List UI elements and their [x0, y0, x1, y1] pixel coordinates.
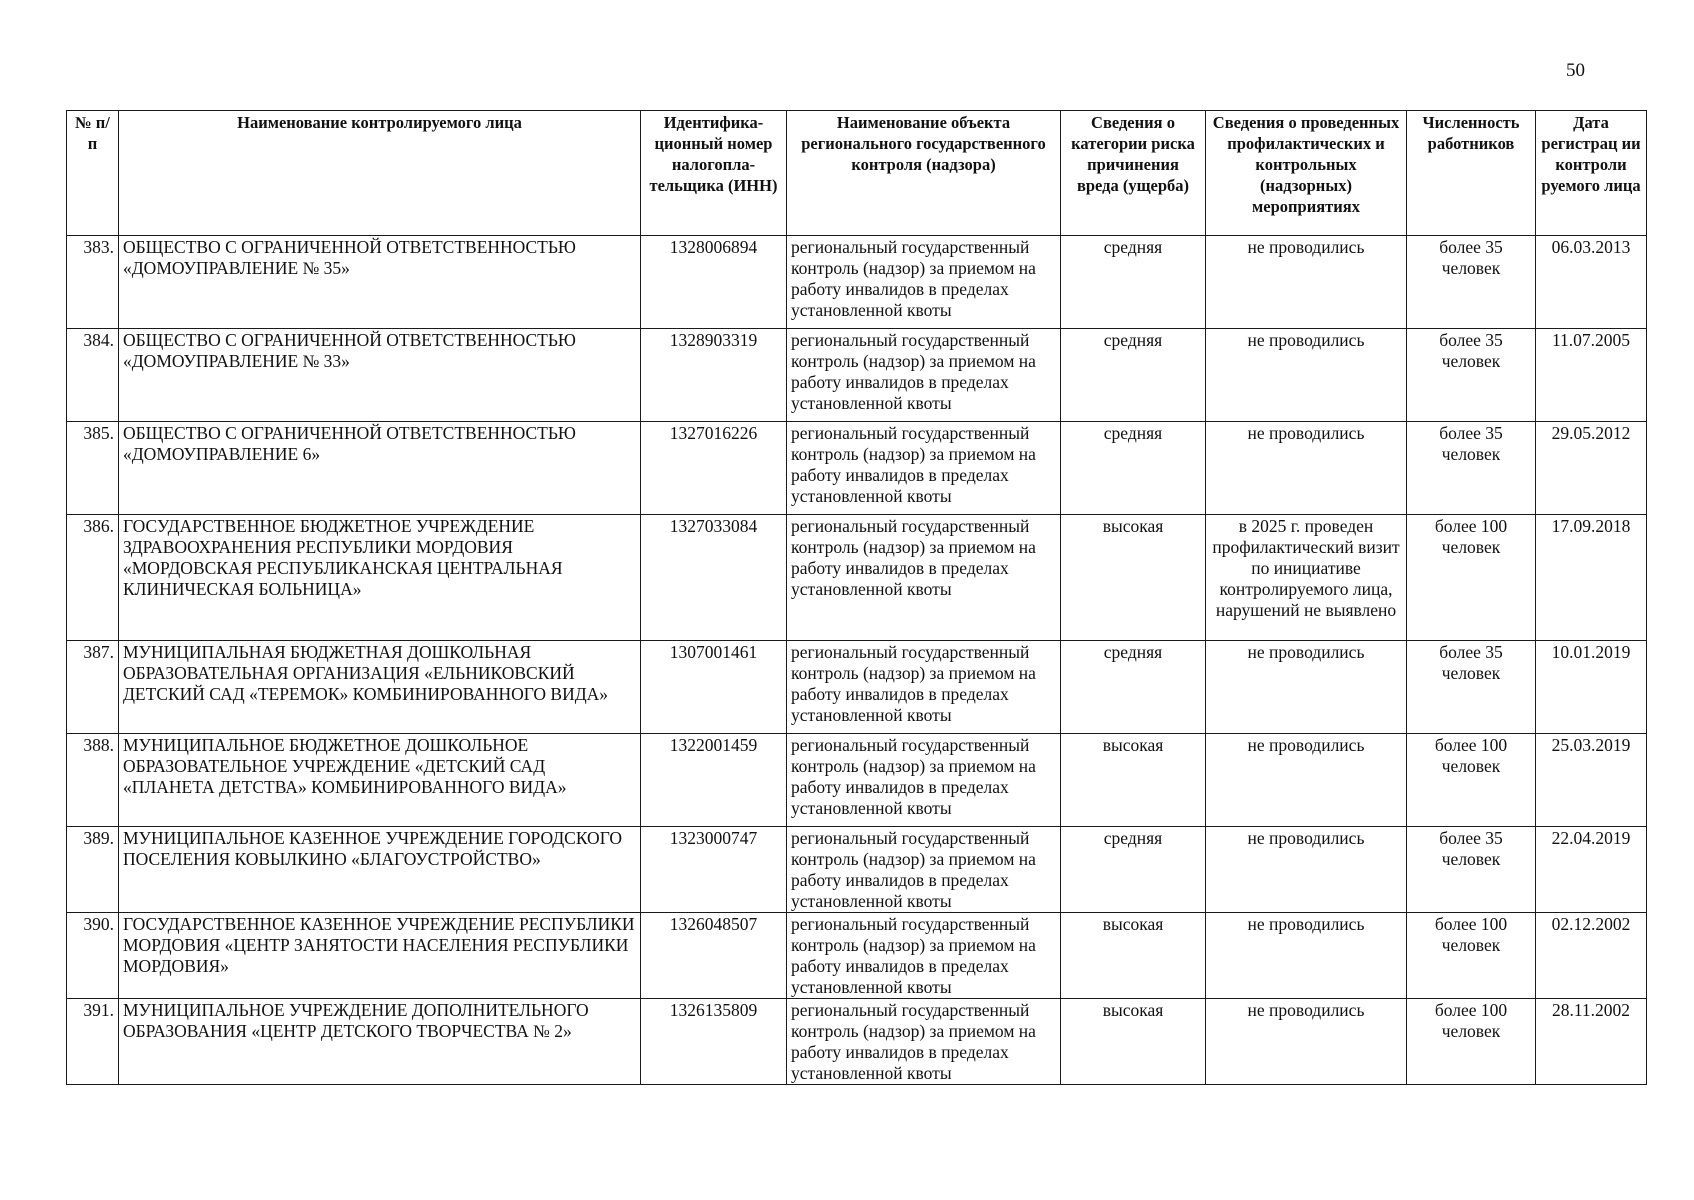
row-staff-count: более 35 человек: [1407, 827, 1536, 913]
row-events: не проводились: [1206, 236, 1407, 329]
row-number: 390.: [67, 913, 119, 999]
row-control-object: региональный государственный контроль (надзор) за приемом на работу инвалидов в пределах установленной квоты: [787, 827, 1061, 913]
header-inn: Идентифика-ционный номер налогопла-тельщика (ИНН): [641, 111, 787, 236]
row-entity-name: ГОСУДАРСТВЕННОЕ БЮДЖЕТНОЕ УЧРЕЖДЕНИЕ ЗДРАВООХРАНЕНИЯ РЕСПУБЛИКИ МОРДОВИЯ «МОРДОВСКАЯ РЕСПУБЛИКАНСКАЯ ЦЕНТРАЛЬНАЯ КЛИНИЧЕСКАЯ БОЛЬНИЦА»: [119, 515, 641, 641]
row-control-object: региональный государственный контроль (надзор) за приемом на работу инвалидов в пределах установленной квоты: [787, 913, 1061, 999]
header-object: Наименование объекта регионального государственного контроля (надзора): [787, 111, 1061, 236]
row-number: 384.: [67, 329, 119, 422]
row-number: 388.: [67, 734, 119, 827]
row-control-object: региональный государственный контроль (надзор) за приемом на работу инвалидов в пределах установленной квоты: [787, 422, 1061, 515]
row-staff-count: более 100 человек: [1407, 913, 1536, 999]
row-risk-category: средняя: [1061, 236, 1206, 329]
row-registration-date: 10.01.2019: [1536, 641, 1647, 734]
header-events: Сведения о проведенных профилактических и контрольных (надзорных) мероприятиях: [1206, 111, 1407, 236]
row-events: не проводились: [1206, 913, 1407, 999]
row-entity-name: МУНИЦИПАЛЬНОЕ БЮДЖЕТНОЕ ДОШКОЛЬНОЕ ОБРАЗОВАТЕЛЬНОЕ УЧРЕЖДЕНИЕ «ДЕТСКИЙ САД «ПЛАНЕТА ДЕТСТВА» КОМБИНИРОВАННОГО ВИДА»: [119, 734, 641, 827]
table-row: [67, 422, 1647, 515]
page-number: 50: [1566, 60, 1585, 81]
row-entity-name: ОБЩЕСТВО С ОГРАНИЧЕННОЙ ОТВЕТСТВЕННОСТЬЮ «ДОМОУПРАВЛЕНИЕ № 35»: [119, 236, 641, 329]
row-entity-name: ОБЩЕСТВО С ОГРАНИЧЕННОЙ ОТВЕТСТВЕННОСТЬЮ «ДОМОУПРАВЛЕНИЕ № 33»: [119, 329, 641, 422]
row-risk-category: средняя: [1061, 641, 1206, 734]
header-staff: Численность работников: [1407, 111, 1536, 236]
row-staff-count: более 35 человек: [1407, 329, 1536, 422]
row-entity-name: ГОСУДАРСТВЕННОЕ КАЗЕННОЕ УЧРЕЖДЕНИЕ РЕСПУБЛИКИ МОРДОВИЯ «ЦЕНТР ЗАНЯТОСТИ НАСЕЛЕНИЯ РЕСПУБЛИКИ МОРДОВИЯ»: [119, 913, 641, 999]
row-staff-count: более 100 человек: [1407, 515, 1536, 641]
row-number: 386.: [67, 515, 119, 641]
row-events: не проводились: [1206, 734, 1407, 827]
row-number: 387.: [67, 641, 119, 734]
row-inn: 1322001459: [641, 734, 787, 827]
row-entity-name: МУНИЦИПАЛЬНАЯ БЮДЖЕТНАЯ ДОШКОЛЬНАЯ ОБРАЗОВАТЕЛЬНАЯ ОРГАНИЗАЦИЯ «ЕЛЬНИКОВСКИЙ ДЕТСКИЙ САД «ТЕРЕМОК» КОМБИНИРОВАННОГО ВИДА»: [119, 641, 641, 734]
row-risk-category: высокая: [1061, 734, 1206, 827]
row-entity-name: МУНИЦИПАЛЬНОЕ УЧРЕЖДЕНИЕ ДОПОЛНИТЕЛЬНОГО ОБРАЗОВАНИЯ «ЦЕНТР ДЕТСКОГО ТВОРЧЕСТВА № 2»: [119, 999, 641, 1085]
row-registration-date: 25.03.2019: [1536, 734, 1647, 827]
row-staff-count: более 100 человек: [1407, 999, 1536, 1085]
row-entity-name: ОБЩЕСТВО С ОГРАНИЧЕННОЙ ОТВЕТСТВЕННОСТЬЮ «ДОМОУПРАВЛЕНИЕ 6»: [119, 422, 641, 515]
row-events: не проводились: [1206, 641, 1407, 734]
row-entity-name: МУНИЦИПАЛЬНОЕ КАЗЕННОЕ УЧРЕЖДЕНИЕ ГОРОДСКОГО ПОСЕЛЕНИЯ КОВЫЛКИНО «БЛАГОУСТРОЙСТВО»: [119, 827, 641, 913]
row-inn: 1328006894: [641, 236, 787, 329]
row-registration-date: 11.07.2005: [1536, 329, 1647, 422]
header-name: Наименование контролируемого лица: [119, 111, 641, 236]
row-number: 391.: [67, 999, 119, 1085]
row-risk-category: средняя: [1061, 329, 1206, 422]
row-risk-category: средняя: [1061, 827, 1206, 913]
row-inn: 1326135809: [641, 999, 787, 1085]
row-events: не проводились: [1206, 422, 1407, 515]
row-registration-date: 29.05.2012: [1536, 422, 1647, 515]
row-control-object: региональный государственный контроль (надзор) за приемом на работу инвалидов в пределах установленной квоты: [787, 515, 1061, 641]
row-number: 385.: [67, 422, 119, 515]
row-inn: 1307001461: [641, 641, 787, 734]
row-events: не проводились: [1206, 827, 1407, 913]
header-num: № п/п: [67, 111, 119, 236]
row-risk-category: средняя: [1061, 422, 1206, 515]
row-risk-category: высокая: [1061, 999, 1206, 1085]
row-registration-date: 17.09.2018: [1536, 515, 1647, 641]
row-registration-date: 28.11.2002: [1536, 999, 1647, 1085]
row-inn: 1327016226: [641, 422, 787, 515]
row-control-object: региональный государственный контроль (надзор) за приемом на работу инвалидов в пределах установленной квоты: [787, 236, 1061, 329]
header-date: Дата регистрац ии контроли руемого лица: [1536, 111, 1647, 236]
table-row: [67, 827, 1647, 913]
table-row: [67, 329, 1647, 422]
row-staff-count: более 100 человек: [1407, 734, 1536, 827]
row-registration-date: 02.12.2002: [1536, 913, 1647, 999]
header-risk: Сведения о категории риска причинения вреда (ущерба): [1061, 111, 1206, 236]
row-inn: 1326048507: [641, 913, 787, 999]
row-number: 389.: [67, 827, 119, 913]
row-inn: 1328903319: [641, 329, 787, 422]
row-events: не проводились: [1206, 999, 1407, 1085]
table-row: [67, 999, 1647, 1085]
row-risk-category: высокая: [1061, 913, 1206, 999]
row-control-object: региональный государственный контроль (надзор) за приемом на работу инвалидов в пределах установленной квоты: [787, 734, 1061, 827]
row-staff-count: более 35 человек: [1407, 236, 1536, 329]
table-row: [67, 236, 1647, 329]
table-row: [67, 641, 1647, 734]
registry-table: [66, 110, 1647, 1085]
row-control-object: региональный государственный контроль (надзор) за приемом на работу инвалидов в пределах установленной квоты: [787, 999, 1061, 1085]
row-registration-date: 06.03.2013: [1536, 236, 1647, 329]
row-inn: 1327033084: [641, 515, 787, 641]
row-control-object: региональный государственный контроль (надзор) за приемом на работу инвалидов в пределах установленной квоты: [787, 641, 1061, 734]
row-events: в 2025 г. проведен профилактический визит по инициативе контролируемого лица, нарушений не выявлено: [1206, 515, 1407, 641]
table-row: [67, 734, 1647, 827]
row-staff-count: более 35 человек: [1407, 422, 1536, 515]
row-registration-date: 22.04.2019: [1536, 827, 1647, 913]
row-staff-count: более 35 человек: [1407, 641, 1536, 734]
row-events: не проводились: [1206, 329, 1407, 422]
row-inn: 1323000747: [641, 827, 787, 913]
table-row: [67, 515, 1647, 641]
table-header-row: [67, 111, 1647, 236]
table-row: [67, 913, 1647, 999]
row-risk-category: высокая: [1061, 515, 1206, 641]
row-control-object: региональный государственный контроль (надзор) за приемом на работу инвалидов в пределах установленной квоты: [787, 329, 1061, 422]
row-number: 383.: [67, 236, 119, 329]
